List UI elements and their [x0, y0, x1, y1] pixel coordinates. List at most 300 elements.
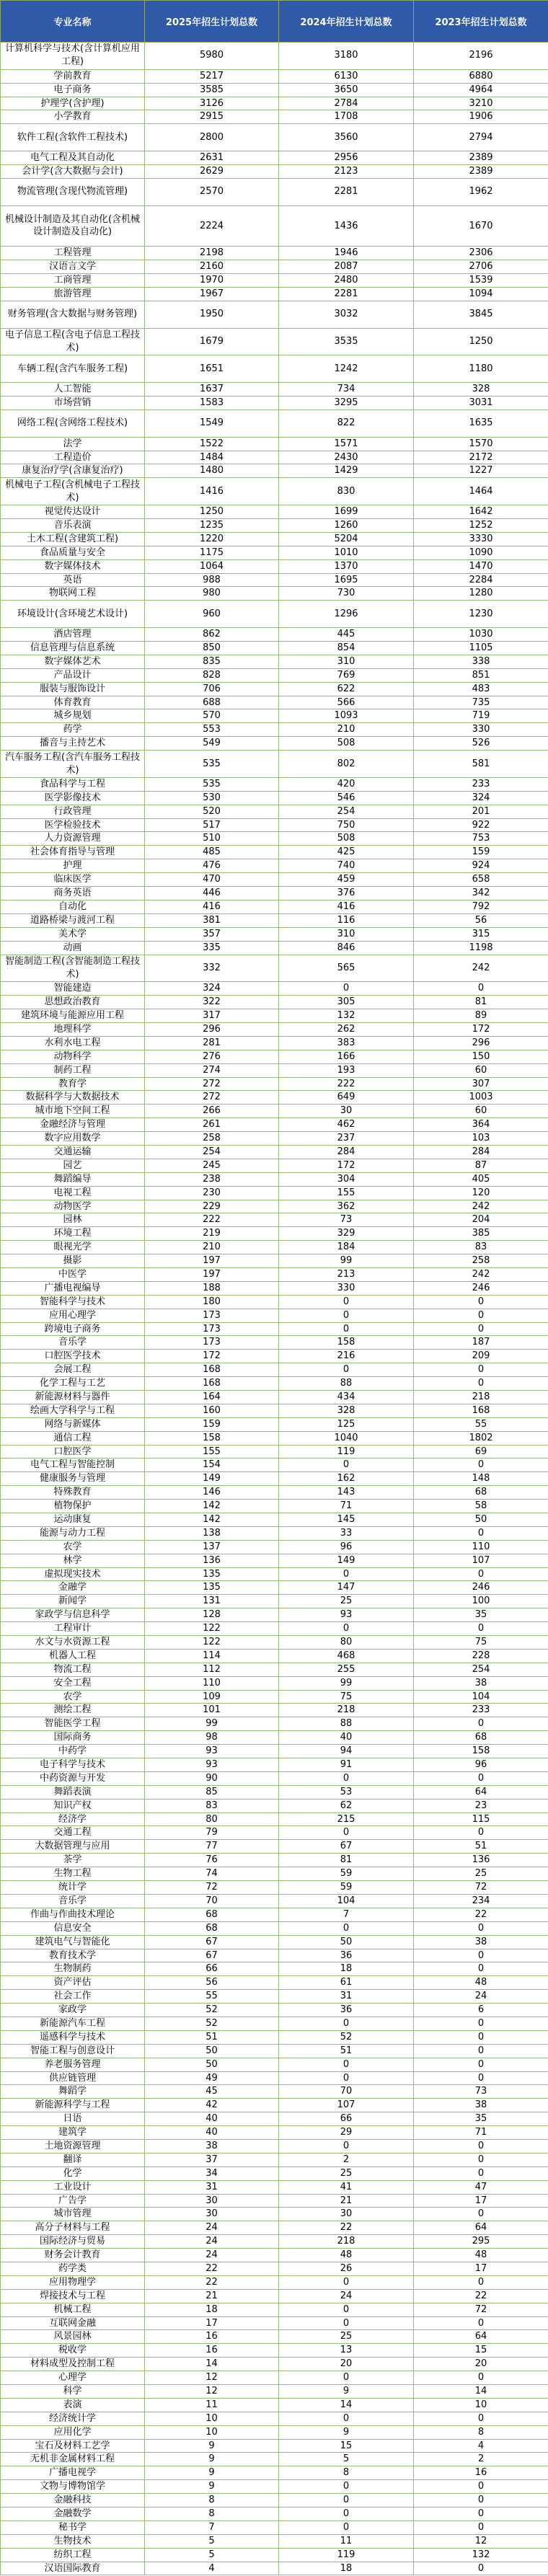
table-row: [1, 1840, 548, 1854]
table-row: [1, 43, 548, 70]
table-row: [1, 274, 548, 288]
plan-2024-cell: 2430: [279, 451, 414, 464]
major-name-cell: 汉语国际教育: [1, 2562, 145, 2575]
table-row: [1, 1009, 548, 1023]
major-name-cell: 城市地下空间工程: [1, 1105, 145, 1118]
major-name-cell: 酒店管理: [1, 628, 145, 642]
plan-2023-cell: 922: [414, 818, 548, 832]
major-name-cell: 能源与动力工程: [1, 1526, 145, 1540]
plan-2025-cell: 77: [145, 1840, 279, 1854]
plan-2023-cell: 258: [414, 1254, 548, 1268]
major-name-cell: 财务管理(含大数据与财务管理): [1, 301, 145, 328]
plan-2023-cell: 3845: [414, 301, 548, 328]
plan-2024-cell: 107: [279, 2099, 414, 2112]
major-name-cell: 电子科学与技术: [1, 1758, 145, 1772]
plan-2024-cell: 237: [279, 1132, 414, 1146]
plan-2023-cell: 1094: [414, 287, 548, 301]
plan-2024-cell: 416: [279, 900, 414, 913]
plan-2024-cell: 15: [279, 2439, 414, 2453]
major-name-cell: 林学: [1, 1554, 145, 1567]
table-row: [1, 83, 548, 97]
major-name-cell: 宝石及材料工艺学: [1, 2439, 145, 2453]
table-row: [1, 287, 548, 301]
plan-2023-cell: 0: [414, 1962, 548, 1976]
table-row: [1, 1377, 548, 1391]
major-name-cell: 音乐学: [1, 1336, 145, 1350]
major-name-cell: 虚拟现实技术: [1, 1567, 145, 1581]
plan-2025-cell: 50: [145, 2044, 279, 2058]
plan-2024-cell: 2480: [279, 274, 414, 288]
table-row: [1, 1363, 548, 1377]
plan-2025-cell: 42: [145, 2099, 279, 2112]
major-name-cell: 动物科学: [1, 1050, 145, 1063]
plan-2025-cell: 17: [145, 2316, 279, 2330]
plan-2025-cell: 50: [145, 2058, 279, 2071]
table-row: [1, 887, 548, 900]
plan-2024-cell: 1695: [279, 573, 414, 587]
plan-2024-cell: 362: [279, 1200, 414, 1213]
table-row: [1, 1990, 548, 2004]
plan-2023-cell: 719: [414, 709, 548, 723]
plan-2023-cell: 204: [414, 1213, 548, 1227]
plan-2024-cell: 376: [279, 887, 414, 900]
table-row: [1, 1500, 548, 1513]
major-name-cell: 临床医学: [1, 873, 145, 887]
plan-2024-cell: 3560: [279, 124, 414, 151]
plan-2024-cell: 51: [279, 2044, 414, 2058]
plan-2024-cell: 155: [279, 1186, 414, 1200]
plan-2024-cell: 6130: [279, 69, 414, 83]
table-row: [1, 1567, 548, 1581]
plan-2024-cell: 769: [279, 668, 414, 682]
plan-2023-cell: 1198: [414, 941, 548, 955]
major-name-cell: 音乐表演: [1, 519, 145, 533]
plan-2023-cell: 0: [414, 2044, 548, 2058]
plan-2023-cell: 17: [414, 2262, 548, 2275]
plan-2023-cell: 0: [414, 2480, 548, 2494]
plan-2024-cell: 210: [279, 723, 414, 737]
plan-2024-cell: 30: [279, 2208, 414, 2221]
major-name-cell: 英语: [1, 573, 145, 587]
table-row: [1, 1322, 548, 1336]
major-name-cell: 安全工程: [1, 1676, 145, 1690]
plan-2023-cell: 58: [414, 1500, 548, 1513]
table-row: [1, 1690, 548, 1704]
major-name-cell: 经济学: [1, 1813, 145, 1826]
table-row: [1, 1826, 548, 1840]
plan-2024-cell: 0: [279, 2480, 414, 2494]
major-name-cell: 电气工程及其自动化: [1, 151, 145, 165]
plan-2024-cell: 48: [279, 2249, 414, 2262]
plan-2023-cell: 120: [414, 1186, 548, 1200]
plan-2025-cell: 188: [145, 1281, 279, 1295]
major-name-cell: 体育教育: [1, 696, 145, 709]
plan-2023-cell: 159: [414, 846, 548, 859]
major-name-cell: 制药工程: [1, 1063, 145, 1077]
table-row: [1, 2112, 548, 2126]
plan-2023-cell: 1642: [414, 505, 548, 519]
plan-2025-cell: 160: [145, 1404, 279, 1417]
plan-2025-cell: 135: [145, 1567, 279, 1581]
plan-2023-cell: 1252: [414, 519, 548, 533]
table-row: [1, 464, 548, 478]
plan-2024-cell: 434: [279, 1390, 414, 1404]
major-name-cell: 资产评估: [1, 1976, 145, 1990]
plan-2024-cell: 1260: [279, 519, 414, 533]
major-name-cell: 康复治疗学(含康复治疗): [1, 464, 145, 478]
major-name-cell: 智能制造工程(含智能制造工程技术): [1, 955, 145, 982]
plan-2024-cell: 88: [279, 1717, 414, 1731]
plan-2024-cell: 218: [279, 2235, 414, 2249]
plan-2023-cell: 526: [414, 737, 548, 751]
plan-2023-cell: 1962: [414, 178, 548, 205]
table-row: [1, 2439, 548, 2453]
plan-2025-cell: 137: [145, 1540, 279, 1554]
table-row: [1, 1390, 548, 1404]
plan-2024-cell: 70: [279, 2085, 414, 2099]
plan-2024-cell: 5: [279, 2453, 414, 2466]
plan-2023-cell: 48: [414, 2249, 548, 2262]
major-name-cell: 焊接技术与工程: [1, 2289, 145, 2303]
plan-2023-cell: 364: [414, 1118, 548, 1132]
major-name-cell: 环境设计(含环境艺术设计): [1, 601, 145, 628]
major-name-cell: 广告学: [1, 2194, 145, 2208]
table-row: [1, 1172, 548, 1186]
plan-2025-cell: 40: [145, 2112, 279, 2126]
table-row: [1, 2275, 548, 2289]
major-name-cell: 电子信息工程(含电子信息工程技术): [1, 328, 145, 355]
plan-2025-cell: 40: [145, 2126, 279, 2140]
plan-2024-cell: 802: [279, 751, 414, 778]
major-name-cell: 工程造价: [1, 451, 145, 464]
plan-2025-cell: 37: [145, 2153, 279, 2166]
major-name-cell: 中医学: [1, 1267, 145, 1281]
major-name-cell: 道路桥梁与渡河工程: [1, 913, 145, 927]
plan-2024-cell: 132: [279, 1009, 414, 1023]
plan-2023-cell: 0: [414, 1309, 548, 1322]
plan-2025-cell: 9: [145, 2453, 279, 2466]
plan-2025-cell: 16: [145, 2344, 279, 2358]
major-name-cell: 生物工程: [1, 1867, 145, 1881]
table-row: [1, 69, 548, 83]
plan-2024-cell: 7: [279, 1908, 414, 1921]
table-row: [1, 2262, 548, 2275]
major-name-cell: 汉语言文学: [1, 260, 145, 274]
plan-2025-cell: 10: [145, 2425, 279, 2439]
major-name-cell: 园林: [1, 1213, 145, 1227]
plan-2025-cell: 5: [145, 2548, 279, 2562]
table-row: [1, 805, 548, 818]
plan-2023-cell: 0: [414, 2316, 548, 2330]
plan-2023-cell: 0: [414, 1771, 548, 1785]
plan-2023-cell: 150: [414, 1050, 548, 1063]
plan-2024-cell: 546: [279, 791, 414, 805]
plan-2023-cell: 87: [414, 1159, 548, 1172]
plan-2025-cell: 21: [145, 2289, 279, 2303]
plan-2024-cell: 445: [279, 628, 414, 642]
plan-2025-cell: 1064: [145, 559, 279, 573]
plan-2025-cell: 706: [145, 682, 279, 696]
table-row: [1, 900, 548, 913]
plan-2025-cell: 281: [145, 1036, 279, 1050]
plan-2024-cell: 0: [279, 1567, 414, 1581]
plan-2025-cell: 988: [145, 573, 279, 587]
plan-2023-cell: 295: [414, 2235, 548, 2249]
table-row: [1, 1350, 548, 1363]
table-row: [1, 397, 548, 410]
plan-2025-cell: 470: [145, 873, 279, 887]
table-row: [1, 97, 548, 110]
plan-2025-cell: 90: [145, 1771, 279, 1785]
major-name-cell: 行政管理: [1, 805, 145, 818]
plan-2023-cell: 0: [414, 2208, 548, 2221]
major-name-cell: 经济统计学: [1, 2412, 145, 2425]
table-row: [1, 1636, 548, 1650]
major-name-cell: 护理: [1, 859, 145, 873]
major-name-cell: 信息管理与信息系统: [1, 642, 145, 655]
major-name-cell: 舞蹈编导: [1, 1172, 145, 1186]
major-name-cell: 交通工程: [1, 1826, 145, 1840]
plan-2025-cell: 258: [145, 1132, 279, 1146]
major-name-cell: 市场营销: [1, 397, 145, 410]
plan-2024-cell: 566: [279, 696, 414, 709]
plan-2023-cell: 218: [414, 1390, 548, 1404]
plan-2025-cell: 16: [145, 2330, 279, 2344]
table-row: [1, 410, 548, 437]
table-row: [1, 301, 548, 328]
plan-2024-cell: 3180: [279, 43, 414, 70]
plan-2023-cell: 1570: [414, 437, 548, 451]
plan-2023-cell: 1003: [414, 1091, 548, 1105]
plan-2023-cell: 14: [414, 2385, 548, 2399]
plan-2024-cell: 730: [279, 587, 414, 601]
plan-2024-cell: 172: [279, 1159, 414, 1172]
plan-2025-cell: 238: [145, 1172, 279, 1186]
table-row: [1, 818, 548, 832]
plan-2024-cell: 143: [279, 1486, 414, 1500]
table-row: [1, 519, 548, 533]
plan-2024-cell: 91: [279, 1758, 414, 1772]
table-row: [1, 2534, 548, 2548]
plan-2023-cell: 0: [414, 1921, 548, 1935]
plan-2024-cell: 0: [279, 2508, 414, 2521]
major-name-cell: 植物保护: [1, 1500, 145, 1513]
table-row: [1, 1676, 548, 1690]
plan-2024-cell: 0: [279, 1826, 414, 1840]
table-row: [1, 164, 548, 178]
plan-2024-cell: 21: [279, 2194, 414, 2208]
plan-2023-cell: 38: [414, 1935, 548, 1949]
plan-2024-cell: 62: [279, 1799, 414, 1813]
plan-2023-cell: 1280: [414, 587, 548, 601]
plan-2024-cell: 508: [279, 832, 414, 846]
plan-2023-cell: 1635: [414, 410, 548, 437]
major-name-cell: 国际经济与贸易: [1, 2235, 145, 2249]
table-row: [1, 178, 548, 205]
major-name-cell: 养老服务管理: [1, 2058, 145, 2071]
major-name-cell: 新能源科学与工程: [1, 2099, 145, 2112]
plan-2024-cell: 18: [279, 2562, 414, 2575]
plan-2023-cell: 851: [414, 668, 548, 682]
column-header-2024: 2024年招生计划总数: [279, 1, 414, 43]
plan-2024-cell: 0: [279, 1622, 414, 1636]
plan-2024-cell: 305: [279, 996, 414, 1009]
plan-2023-cell: 315: [414, 927, 548, 941]
plan-2024-cell: 734: [279, 383, 414, 397]
plan-2024-cell: 119: [279, 2548, 414, 2562]
plan-2024-cell: 81: [279, 1854, 414, 1867]
plan-2025-cell: 446: [145, 887, 279, 900]
plan-2025-cell: 138: [145, 1526, 279, 1540]
plan-2024-cell: 25: [279, 2330, 414, 2344]
plan-2025-cell: 335: [145, 941, 279, 955]
plan-2024-cell: 5204: [279, 532, 414, 546]
plan-2025-cell: 862: [145, 628, 279, 642]
plan-2025-cell: 8: [145, 2508, 279, 2521]
plan-2024-cell: 262: [279, 1022, 414, 1036]
plan-2025-cell: 79: [145, 1826, 279, 1840]
plan-2025-cell: 72: [145, 1881, 279, 1895]
plan-2024-cell: 0: [279, 2275, 414, 2289]
plan-2025-cell: 322: [145, 996, 279, 1009]
plan-2023-cell: 1802: [414, 1431, 548, 1445]
major-name-cell: 表演: [1, 2398, 145, 2412]
table-row: [1, 1431, 548, 1445]
table-row: [1, 1145, 548, 1159]
plan-2025-cell: 136: [145, 1554, 279, 1567]
plan-2024-cell: 166: [279, 1050, 414, 1063]
plan-2023-cell: 75: [414, 1636, 548, 1650]
plan-2023-cell: 1670: [414, 205, 548, 247]
plan-2023-cell: 2306: [414, 247, 548, 260]
table-row: [1, 2099, 548, 2112]
plan-2024-cell: 216: [279, 1350, 414, 1363]
plan-2024-cell: 0: [279, 1309, 414, 1322]
table-row: [1, 1881, 548, 1895]
plan-2025-cell: 476: [145, 859, 279, 873]
plan-2025-cell: 1967: [145, 287, 279, 301]
plan-2024-cell: 2123: [279, 164, 414, 178]
table-row: [1, 1472, 548, 1486]
plan-2025-cell: 56: [145, 1976, 279, 1990]
major-name-cell: 教育技术学: [1, 1949, 145, 1962]
plan-2024-cell: 215: [279, 1813, 414, 1826]
table-row: [1, 2139, 548, 2153]
table-row: [1, 573, 548, 587]
major-name-cell: 网络与新媒体: [1, 1417, 145, 1431]
plan-2025-cell: 296: [145, 1022, 279, 1036]
plan-2025-cell: 317: [145, 1009, 279, 1023]
plan-2024-cell: 22: [279, 2221, 414, 2235]
plan-2024-cell: 75: [279, 1690, 414, 1704]
plan-2023-cell: 1464: [414, 478, 548, 505]
table-row: [1, 2126, 548, 2140]
plan-2023-cell: 16: [414, 2466, 548, 2480]
plan-2025-cell: 45: [145, 2085, 279, 2099]
plan-2023-cell: 0: [414, 2508, 548, 2521]
plan-2023-cell: 22: [414, 1908, 548, 1921]
plan-2023-cell: 0: [414, 2275, 548, 2289]
major-name-cell: 舞蹈表演: [1, 1785, 145, 1799]
plan-2025-cell: 2915: [145, 110, 279, 124]
plan-2023-cell: 0: [414, 1622, 548, 1636]
table-row: [1, 205, 548, 247]
table-row: [1, 737, 548, 751]
plan-2025-cell: 1220: [145, 532, 279, 546]
plan-2023-cell: 324: [414, 791, 548, 805]
plan-2025-cell: 101: [145, 1704, 279, 1717]
plan-2025-cell: 1522: [145, 437, 279, 451]
plan-2025-cell: 52: [145, 2017, 279, 2030]
major-name-cell: 小学教育: [1, 110, 145, 124]
major-name-cell: 电子商务: [1, 83, 145, 97]
plan-2025-cell: 835: [145, 655, 279, 668]
plan-2025-cell: 66: [145, 1962, 279, 1976]
plan-2023-cell: 8: [414, 2425, 548, 2439]
plan-2024-cell: 36: [279, 1949, 414, 1962]
table-row: [1, 996, 548, 1009]
plan-2025-cell: 8: [145, 2494, 279, 2508]
major-name-cell: 生物技术: [1, 2534, 145, 2548]
major-name-cell: 工程管理: [1, 247, 145, 260]
major-name-cell: 大数据管理与应用: [1, 1840, 145, 1854]
table-row: [1, 1063, 548, 1077]
plan-2024-cell: 750: [279, 818, 414, 832]
major-name-cell: 互联网金融: [1, 2316, 145, 2330]
plan-2023-cell: 234: [414, 1894, 548, 1908]
table-row: [1, 2508, 548, 2521]
major-name-cell: 金融学: [1, 1581, 145, 1595]
plan-2024-cell: 0: [279, 1295, 414, 1309]
major-name-cell: 特殊教育: [1, 1486, 145, 1500]
plan-2024-cell: 425: [279, 846, 414, 859]
plan-2023-cell: 242: [414, 955, 548, 982]
plan-2025-cell: 51: [145, 2030, 279, 2044]
plan-2023-cell: 100: [414, 1595, 548, 1608]
plan-2025-cell: 9: [145, 2466, 279, 2480]
plan-2024-cell: 1436: [279, 205, 414, 247]
plan-2023-cell: 104: [414, 1690, 548, 1704]
major-name-cell: 交通运输: [1, 1145, 145, 1159]
table-row: [1, 1227, 548, 1241]
table-row: [1, 2344, 548, 2358]
table-row: [1, 2425, 548, 2439]
table-row: [1, 941, 548, 955]
plan-2025-cell: 530: [145, 791, 279, 805]
plan-2024-cell: 30: [279, 1105, 414, 1118]
plan-2025-cell: 1250: [145, 505, 279, 519]
plan-2025-cell: 266: [145, 1105, 279, 1118]
plan-2025-cell: 83: [145, 1799, 279, 1813]
plan-2024-cell: 33: [279, 1526, 414, 1540]
plan-2023-cell: 2196: [414, 43, 548, 70]
plan-2024-cell: 310: [279, 655, 414, 668]
plan-2025-cell: 22: [145, 2262, 279, 2275]
plan-2025-cell: 112: [145, 1663, 279, 1676]
plan-2025-cell: 164: [145, 1390, 279, 1404]
plan-2025-cell: 1416: [145, 478, 279, 505]
plan-2024-cell: 328: [279, 1404, 414, 1417]
plan-2024-cell: 1010: [279, 546, 414, 559]
table-row: [1, 437, 548, 451]
table-row: [1, 247, 548, 260]
plan-2024-cell: 59: [279, 1881, 414, 1895]
plan-2023-cell: 24: [414, 1990, 548, 2004]
plan-2024-cell: 158: [279, 1336, 414, 1350]
plan-2024-cell: 0: [279, 2017, 414, 2030]
plan-2024-cell: 94: [279, 1745, 414, 1758]
plan-2023-cell: 924: [414, 859, 548, 873]
